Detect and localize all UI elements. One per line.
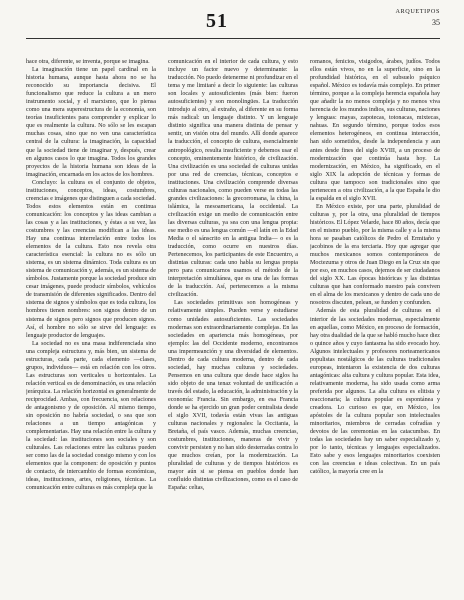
page-number: 51 — [206, 10, 228, 32]
paragraph: En México existe, por una parte, pluralidad de culturas y, por la otra, una pluralidad de tiempos históricos. El López Velarde, hace 80 años, decía que en el mismo pueblo, por la misma calle y a la misma hora se pasaban católicos de Pedro el Ermitaño y jacobinos de la era terciaria. Hoy que agregar que muchos mexicanos somos contemporáneos de Moctezuma y otros de Juan Diego en la Cruz sin que por eso, en muchos casos, dejemos de ser ciudadanos del siglo XX. Las épocas históricas y las distintas culturas que han conformado nuestro país conviven en el alma de los mexicanos y dentro de cada uno de nosotros discuten, pelean, se funden y confunden. — [310, 203, 440, 307]
paragraph: comunicación en el interior de cada cultura, y esto incluye un factor nuevo y determinante: la traducción. No puedo detenerme ni profundizar en el tema y me limitaré a decir lo siguiente: las culturas son locales y autosuficientes (más bien: fueron autosuficientes) y son monolingües. La traducción introdujo al otro, al extraño, al diferente en su forma más radical: un lenguaje distinto. Y un lenguaje distinto significa una manera distinta de pensar y sentir, un visión otra del mundo. Allí donde aparece la traducción, el concepto de cultura, esencialmente antropológico, resulta insuficiente y debemos usar el concepto, eminentemente histórico, de civilización. Una civilización es una sociedad de culturas unidas por una red de creencias, técnicas, conceptos e instituciones. Una civilización comprende diversas culturas nacionales, como pueden verse en todas las grandes civilizaciones: la grecorromana, la china, la islámica, la mesoamericana, la occidental. La civilización exige un medio de comunicación entre las diversas culturas, ya sea con una lengua propia: ese medio es una lengua común —el latín en la Edad Media o el sánscrito en la antigua India— o es la traducción, como ocurre en nuestros días. Pertenecemos, los participantes de este Encuentro, a distintas culturas: cada uno habla su lengua propia pero para comunicarnos usamos el método de la interpretación simultánea, que es una de las formas de la traducción. Así, pertenecemos a la misma civilización. — [168, 59, 298, 299]
page-header — [26, 4, 440, 50]
column-2 — [168, 58, 298, 590]
journal-title: ARQUETIPOS — [395, 8, 440, 15]
paragraph: Las sociedades primitivas son homogéneas y relativamente simples. Pueden verse y estudiarse como unidades autosuficientes. Las sociedades modernas son extraordinariamente complejas. En las sociedades en apariencia más homogéneas, por ejemplo: las del Occidente moderno, encontramos una impermeanción y una diversidad de elementos. Dentro de cada cultura moderna, dentro de cada sociedad, hay muchas culturas y sociedades. Pensemos en una cultura que desde hace siglos ha sido objeto de una tenaz voluntad de unificación a través del estado, la educación, la administración y la economía: Francia. Sin embargo, en esa Francia donde se ha ejercido un gran poder centralista desde el siglo XVII, todavía están vivas las antiguas culturas nacionales y regionales: la Occitania, la Bretaña, el país vasco. Además, muchas creencias, costumbres, instituciones, maneras de vivir y convivir persisten y no han sido desterradas contra lo que muchos creían, por la modernización. La pluralidad de culturas y de tiempos históricos es mayor aún si se piensa en pueblos donde han confluido distintas civilizaciones, como es el caso de España: celtas, — [168, 300, 298, 492]
paragraph: La imaginación tiene un papel cardinal en la historia humana, aunque hasta ahora no se ha reconocido su importancia decisiva. El funcionalismo que reduce la cultura a un mero instrumento social, y el marxismo, que lo piensa como una mera superestructura de la economía, son teorías insuficientes para comprender y explicar lo que es realmente la cultura. No sólo se les escapan muchas cosas, sino que no ven una característica central de la cultura: la imaginación, la capacidad que la sociedad tiene de imaginar y, después, crear en algunos casos lo que imagina. Todos los grandes proyectos de la historia humana son ideas de la imaginación, encarnada en los actos de los hombres. — [26, 67, 156, 178]
paragraph: romanos, fenicios, visigodos, árabes, judíos. Todos ellos están vivos, no en la superficie, sino en la profundidad histórica, en el subsuelo psíquico español. México es todavía más complejo. En primer término, porque a la compleja herencia española hay que añadir la no menos compleja y no menos viva herencia de los mundos indios, sus culturas, naciones y lenguas: mayas, zapotecas, totonacas, mixtecas, nahuas. En segundo término, porque todos esos elementos heterogéneos, en continua interacción, han sido sometidos, desde la independencia y aun antes desde fines del siglo XVIII, a un proceso de modernización que continúa hasta hoy. La modernización, en México, ha significado, en el siglo XIX la adopción de técnicas y formas de cultura que tampoco son tradicionales sino que pertenecen a otra civilización, a la que España le dio la espalda en el siglo XVII. — [310, 59, 440, 202]
header-rule — [26, 38, 440, 39]
paragraph: La sociedad no es una masa indiferenciada sino una compleja estructura y, más bien, un sistema de estructuras, cada parte, cada elemento —clases, grupos, individuos— está en relación con los otros. Las estructuras son verticales u horizontales. La relación vertical es de denominación, es una relación jerárquica. La relación horizontal es generalmente de reciprocidad. Ambas, con frecuencia, son relaciones de antagonismo y de oposición. Al mismo tiempo, sin oposición no habría sociedad, o sea que son relaciones a un tiempo antagónicas y complementarias. Hay una relación entre la cultura y la sociedad: las instituciones son sociales y son culturales. Las relaciones entre las culturas pueden ser como las de la sociedad consigo mismo y con los elementos que la componen: de oposición y puntos de contacto, de intercambio de formas económicas, ideas, instituciones, artes, religiones, técnicas. La comunicación entre culturas es más compleja que la — [26, 340, 156, 492]
paragraph: Además de esta pluralidad de culturas en el interior de las sociedades modernas, especialmente en aquellas, como México, en proceso de formación, hay otra dualidad de la que se habló mucho hace diez o quince años y cuyo fantasma ha sido evocado hoy. Algunos intelectuales y profesores norteamericanos populistas nostálgicos de las culturas tradicionales europeas, intentaron la existencia de dos culturas antagónicas: alta cultura y cultura popular. Esta idea, relativamente moderna, ha sido usada como arma preferida por algunos. La alta cultura es elitista y reaccionaria; la cultura popular es espontánea y creadora. Lo curioso es que, en México, los apóstoles de la cultura popular son intelectuales minoritarios, miembros de cerradas cofradías y devotos de las ceremonias en las catacumbas. En todas las sociedades hay un saber especializado y, por lo tanto, técnicas y lenguajes especializados. Esto sabe y esos lenguajes minoritarios coexisten con las creencias e ideas colectivas. En un país católico, la mayoría cree en la — [310, 308, 440, 476]
paragraph: Concluyo: la cultura es el conjunto de objetos, instituciones, conceptos, ideas, costumbres, creencias e imágenes que distinguen a cada sociedad. Todos estos elementos están en continua comunicación: los conceptos y las ideas cambian a las cosas y a las instituciones, y éstas a su vez, las costumbres y las creencias modifican a las ideas. Hay una continua interrelación entre todos los elementos de la cultura. Esto nos revela otra característica esencial: la cultura no es sólo un sistema, es un sistema dinámico. Toda cultura es un sistema de comunicación y, además, es un sistema de símbolos. Justamente porque la sociedad produce sin cesar imágenes, puede producir símbolos, vehículos de transmisión de diferentes significados. Dentro del sistema de signos y símbolos que es toda cultura, los hombres tienen nombres: son signos dentro de un sistema de signos pero signos que producen signos. Así, el hombre no sólo se sirve del lenguaje: es lenguaje productor de lenguajes. — [26, 179, 156, 339]
paragraph: hace otra, diferente, se inventa, porque se imagina. — [26, 59, 150, 65]
column-3 — [310, 58, 440, 590]
article-body — [26, 58, 440, 590]
column-1 — [26, 58, 156, 590]
issue-number: 35 — [432, 18, 440, 27]
